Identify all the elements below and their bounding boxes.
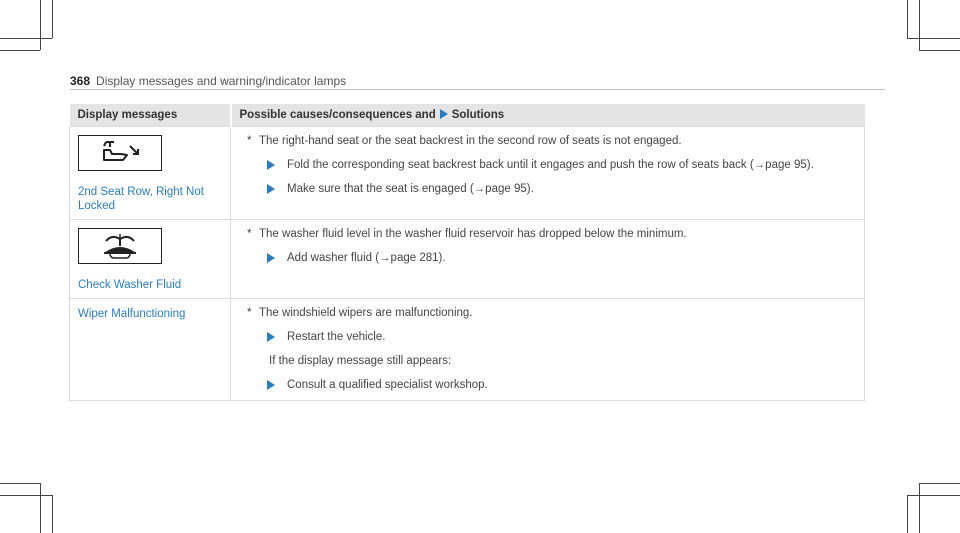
solutions-header-label: Solutions (451, 109, 505, 121)
page-header (70, 74, 346, 88)
table-row (70, 299, 865, 401)
causes-header-label: Possible causes/consequences and (239, 109, 436, 121)
cause-text: The washer fluid level in the washer fluid reservoir has dropped below the minimum. (259, 228, 687, 240)
column-header-messages: Display messages (70, 104, 231, 127)
message-cell (70, 299, 231, 401)
crop-mark (40, 483, 41, 533)
triangle-icon (267, 184, 275, 194)
page-number: 368 (70, 74, 91, 88)
table-header-row (70, 104, 865, 127)
causes-cell (231, 299, 865, 401)
triangle-icon (267, 380, 275, 390)
cause-item (241, 306, 854, 320)
page-title: Display messages and warning/indicator lamps (96, 74, 347, 88)
crop-mark (52, 495, 53, 533)
solution-step (241, 182, 854, 196)
crop-mark (0, 50, 40, 51)
causes-cell (231, 220, 865, 299)
step-text: Add washer fluid ( (287, 252, 380, 264)
arrow-icon: → (379, 252, 391, 264)
crop-mark (907, 0, 908, 38)
crop-mark (907, 495, 908, 533)
crop-mark (919, 483, 960, 484)
page-reference[interactable]: page 281). (390, 252, 446, 264)
seat-backrest-icon (78, 135, 162, 171)
crop-mark (52, 0, 53, 38)
crop-mark (919, 50, 960, 51)
crop-mark (907, 495, 960, 496)
step-text: Restart the vehicle. (287, 331, 386, 343)
crop-mark (919, 0, 920, 50)
cause-item (241, 134, 854, 148)
triangle-icon (440, 109, 448, 119)
triangle-icon (267, 253, 275, 263)
crop-mark (0, 495, 52, 496)
triangle-icon (267, 332, 275, 342)
asterisk-icon: * (247, 307, 252, 319)
page-reference[interactable]: page 95). (485, 183, 534, 195)
table-row (70, 220, 865, 299)
solution-step (241, 378, 854, 392)
cause-text: The windshield wipers are malfunctioning. (259, 307, 473, 319)
crop-mark (40, 0, 41, 50)
asterisk-icon: * (247, 228, 252, 240)
crop-mark (907, 38, 960, 39)
column-header-causes (231, 104, 865, 127)
washer-fluid-icon (78, 228, 162, 264)
arrow-icon: → (473, 183, 486, 195)
asterisk-icon: * (247, 135, 252, 147)
message-cell (70, 127, 231, 220)
solution-step (241, 330, 854, 344)
note-text: If the display message still appears: (269, 355, 452, 367)
message-text: Wiper Malfunctioning (78, 308, 186, 320)
step-text: Consult a qualified specialist workshop. (287, 379, 488, 391)
causes-cell (231, 127, 865, 220)
crop-mark (919, 483, 920, 533)
message-cell (70, 220, 231, 299)
header-divider (70, 89, 885, 90)
cause-item (241, 227, 854, 241)
arrow-icon: → (753, 159, 766, 171)
page-reference[interactable]: page 95). (765, 159, 814, 171)
crop-mark (0, 38, 52, 39)
message-text: 2nd Seat Row, Right Not Locked (78, 186, 204, 212)
cause-text: The right-hand seat or the seat backrest in the second row of seats is not engaged. (259, 135, 682, 147)
table-row (70, 127, 865, 220)
solution-step (241, 158, 854, 172)
triangle-icon (267, 160, 275, 170)
step-text: Fold the corresponding seat backrest back until it engages and push the row of seats back ( (287, 159, 754, 171)
display-messages-table (69, 104, 865, 401)
solution-step (241, 251, 854, 265)
step-text: Make sure that the seat is engaged ( (287, 183, 474, 195)
crop-mark (0, 483, 40, 484)
message-text: Check Washer Fluid (78, 279, 182, 291)
